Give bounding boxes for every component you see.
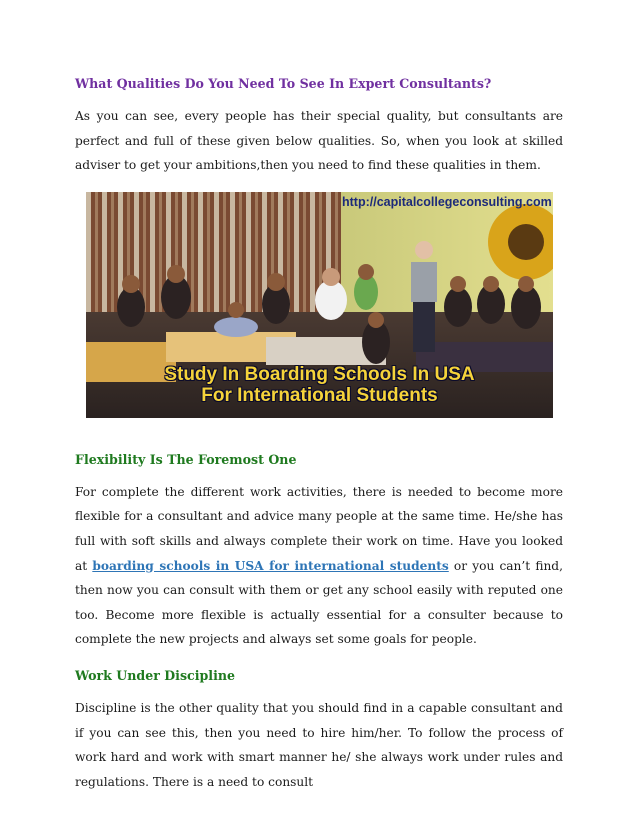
photo-url-overlay: http://capitalcollegeconsulting.com [342,194,552,209]
paragraph-flexibility-text2: or you can’t find, then now you can consult with them or get any school easily with reputed one too. Become more flexible is actually essential for a consulter because to complete the new projects and always set some goals for people. [75,558,563,647]
paragraph-flexibility [75,480,563,652]
boarding-school-photo [86,192,553,418]
section-heading-flexibility: Flexibility Is The Foremost One [75,451,297,467]
boarding-schools-link[interactable]: boarding schools in USA for international students [92,558,449,573]
paragraph-flexibility-text1: For complete the different work activities, there is needed to become more flexible for a consultant and advice many people at the same time. He/she has full with soft skills and always complete their work on time. Have you looked at [75,484,563,573]
photo-banner-line2: For International Students [201,384,438,406]
photo-banner-line1: Study In Boarding Schools In USA [164,363,475,385]
photo-banner [86,364,553,406]
intro-paragraph: As you can see, every people has their special quality, but consultants are perfect and full of these given below qualities. So, when you look at skilled adviser to get your ambitions,then you need to find these qualities in them. [75,109,563,173]
paragraph-discipline: Discipline is the other quality that you should find in a capable consultant and if you can see this, then you need to hire him/her. To follow the process of work hard and work with smart manner he/ she always work under rules and regulations. There is a need to consult [75,700,563,789]
document-content [75,70,563,794]
page-title: What Qualities Do You Need To See In Expert Consultants? [75,76,492,91]
section-heading-discipline: Work Under Discipline [75,667,236,683]
